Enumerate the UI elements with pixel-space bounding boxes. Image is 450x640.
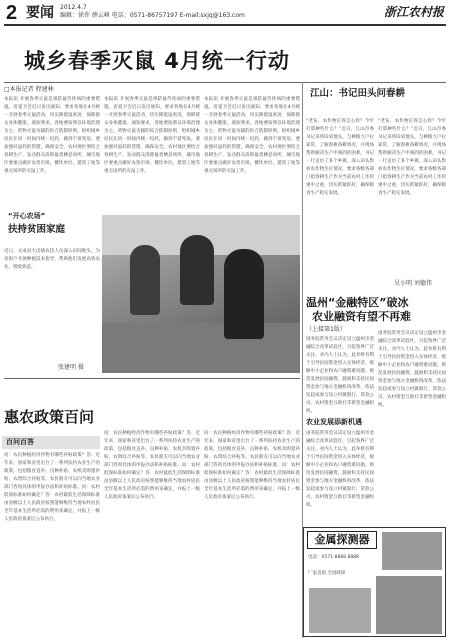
farm-photo xyxy=(102,215,300,373)
finance-subheading: 农业发展添新机遇 xyxy=(306,418,362,426)
advert-metal-detector xyxy=(303,527,446,637)
advert-note: 厂家直销 全国联保 xyxy=(308,571,346,576)
feature-caption: 近日，文成县大峃镇农技人员深入田间地头，为贫困户开展种植技术指导，帮助他们发展高效农业，增收致富。 xyxy=(4,249,100,270)
policy-body-col3: 问：农民种植经济作物有哪些补贴政策？答：近年来，国家和省里出台了一系列扶持农业生产的政策，包括粮食直补、良种补贴、农机具购置补贴、农资综合补贴等。农民朋友可以向当地农业部门咨询具体的申报办法和补贴标准。问：农村低保标准如何确定？答：农村最低生活保障标准由县级以上人民政府按照能够维持当地农村居民全年基本生活所必需的费用来确定，并报上一级人民政府备案后公布执行。 xyxy=(204,431,300,500)
advert-image xyxy=(382,532,442,570)
column-body-col2: “老伍，农作物长得怎么样？今年打算种些什么？”近日，江山市委书记来到田间地头，与种粮大户拉家常，了解春耕备耕情况，并现场帮助解决生产中遇到的困难。书记一行走访了多个乡镇，深入田头察看农作物生长情况，要求各级各部门把春耕生产作为当前农村工作的重中之重，切实抓紧抓好，确保粮食生产稳定发展。 xyxy=(378,119,446,196)
divider xyxy=(4,378,300,379)
finance-body-col1: 国务院常务会议决定设立温州市金融综合改革试验区，引起各界广泛关注。业内人士认为，此举将有利于引导民间资金进入实体经济，缓解中小企业和农户融资难问题。规范发展民间融资，鼓励和支持民间资金参与地方金融机构改革，依法发起或参与设立村镇银行、贷款公司、农村资金互助社等新型金融组织。 xyxy=(306,337,374,414)
finance-subtitle: 农业融资有望不再难 xyxy=(312,310,411,323)
masthead xyxy=(4,2,446,26)
finance-title: 温州“金融特区”破冰 xyxy=(306,296,409,309)
advert-tagline: 电话：0571-8888 8888 xyxy=(308,555,359,560)
column-title: 江山：书记田头问春耕 xyxy=(310,88,406,99)
column-body-col1: “老伍，农作物长得怎么样？今年打算种些什么？”近日，江山市委书记来到田间地头，与种粮大户拉家常，了解春耕备耕情况，并现场帮助解决生产中遇到的困难。书记一行走访了多个乡镇，深入田头察看农作物生长情况，要求各级各部门把春耕生产作为当前农村工作的重中之重，切实抓紧抓好，确保粮食生产稳定发展。 xyxy=(306,119,374,196)
lead-headline: 城乡春季灭鼠 4月统一行动 xyxy=(24,49,290,73)
issue-date: 2012.4.7 xyxy=(60,4,87,11)
feature-title: 扶持贫困家庭 xyxy=(8,224,66,235)
feature-kicker: “开心农场” xyxy=(8,212,46,220)
policy-body-col2: 问：农民种植经济作物有哪些补贴政策？答：近年来，国家和省里出台了一系列扶持农业生产的政策，包括粮食直补、良种补贴、农机具购置补贴、农资综合补贴等。农民朋友可以向当地农业部门咨询具体的申报办法和补贴标准。问：农村低保标准如何确定？答：农村最低生活保障标准由县级以上人民政府按照能够维持当地农村居民全年基本生活所必需的费用来确定，并报上一级人民政府备案后公布执行。 xyxy=(104,431,200,500)
feature-byline: 张建明 摄 xyxy=(58,364,84,371)
finance-body-col2: 国务院常务会议决定设立温州市金融综合改革试验区，引起各界广泛关注。业内人士认为，此举将有利于引导民间资金进入实体经济，缓解中小企业和农户融资难问题。规范发展民间融资，鼓励和支持民间资金参与地方金融机构改革，依法发起或参与设立村镇银行、贷款公司、农村资金互助社等新型金融组织。 xyxy=(378,331,446,408)
divider xyxy=(4,82,446,83)
section-title: 要闻 xyxy=(26,5,54,21)
page-number: 2 xyxy=(6,2,18,24)
finance-body-col3: 国务院常务会议决定设立温州市金融综合改革试验区，引起各界广泛关注。业内人士认为，此举将有利于引导民间资金进入实体经济，缓解中小企业和农户融资难问题。规范发展民间融资，鼓励和支持民间资金参与地方金融机构改革，依法发起或参与设立村镇银行、贷款公司、农村资金互助社等新型金融组织。 xyxy=(306,431,374,508)
lead-body-col1: 本报讯 开展春季灭鼠是预防鼠传疾病的重要措施。省爱卫会近日发出通知，要求各地在4月统一开展春季灭鼠活动，切实降低鼠密度，保障群众身体健康。通知要求，各地要按照以环境治理为主、药物灭鼠为辅的综合防制原则，组织城乡居民在同一时间内统一投药，做到不留死角。要加强对鼠药的管理，确保安全。农村地区要结合春耕生产，发动群众清除鼠类栖息场所，城市地区要重点做好农贸市场、餐饮单位、建筑工地等重点场所的灭鼠工作。 xyxy=(4,97,100,174)
advert-title: 金属探测器 xyxy=(307,531,377,549)
editor-contact: 编辑：徐许 薛云峰 电话：0571-86757197 E-mail:sxjq@163.com xyxy=(60,12,245,19)
policy-title: 惠农政策百问 xyxy=(4,408,95,426)
policy-box-title: 百问百答 xyxy=(2,436,100,449)
finance-byline: （上接第1版） xyxy=(306,326,346,333)
advert-image xyxy=(376,576,442,634)
advert-image xyxy=(309,588,371,633)
paper-name: 浙江农村报 xyxy=(383,5,444,19)
policy-body-col1: 问：农民种植经济作物有哪些补贴政策？答：近年来，国家和省里出台了一系列扶持农业生产的政策，包括粮食直补、良种补贴、农机具购置补贴、农资综合补贴等。农民朋友可以向当地农业部门咨询具体的申报办法和补贴标准。问：农村低保标准如何确定？答：农村最低生活保障标准由县级以上人民政府按照能够维持当地农村居民全年基本生活所必需的费用来确定，并报上一级人民政府备案后公布执行。 xyxy=(4,453,100,522)
lead-body-col3: 本报讯 开展春季灭鼠是预防鼠传疾病的重要措施。省爱卫会近日发出通知，要求各地在4月统一开展春季灭鼠活动，切实降低鼠密度，保障群众身体健康。通知要求，各地要按照以环境治理为主、药物灭鼠为辅的综合防制原则，组织城乡居民在同一时间内统一投药，做到不留死角。要加强对鼠药的管理，确保安全。农村地区要结合春耕生产，发动群众清除鼠类栖息场所，城市地区要重点做好农贸市场、餐饮单位、建筑工地等重点场所的灭鼠工作。 xyxy=(204,97,300,174)
column-byline: 吴小明 刘德伟 xyxy=(394,280,432,287)
lead-body-col2: 本报讯 开展春季灭鼠是预防鼠传疾病的重要措施。省爱卫会近日发出通知，要求各地在4月统一开展春季灭鼠活动，切实降低鼠密度，保障群众身体健康。通知要求，各地要按照以环境治理为主、药物灭鼠为辅的综合防制原则，组织城乡居民在同一时间内统一投药，做到不留死角。要加强对鼠药的管理，确保安全。农村地区要结合春耕生产，发动群众清除鼠类栖息场所，城市地区要重点做好农贸市场、餐饮单位、建筑工地等重点场所的灭鼠工作。 xyxy=(104,97,200,174)
lead-byline: □本报记者 程建林 xyxy=(4,86,54,93)
